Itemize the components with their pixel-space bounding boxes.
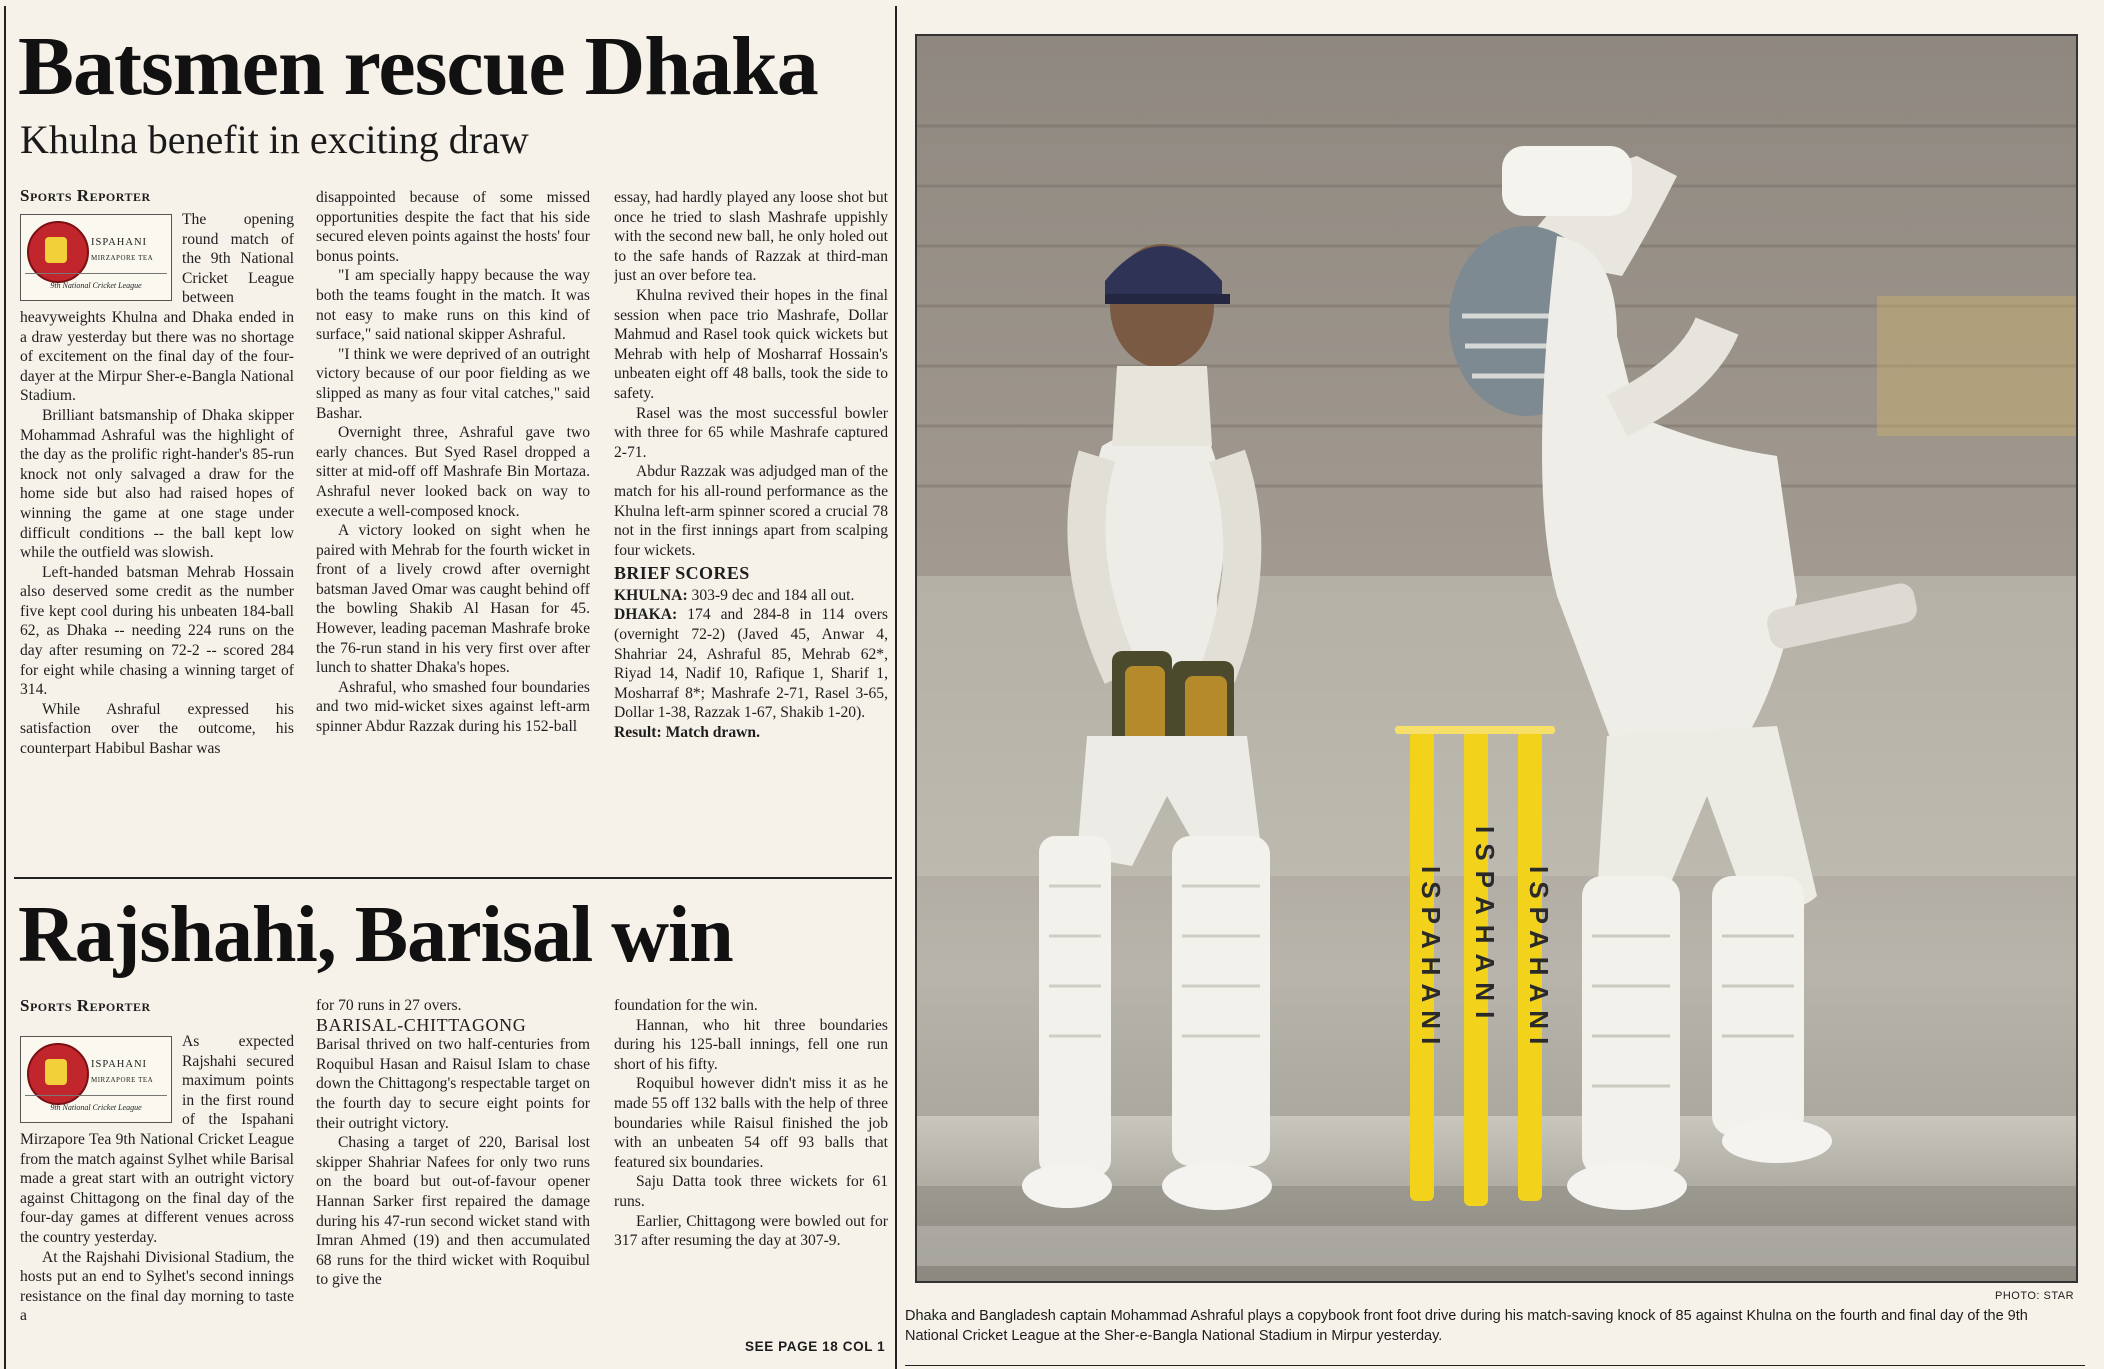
ispahani-logo [20,1036,172,1123]
batting-glove-icon [1502,146,1632,216]
story2-headline: Rajshahi, Barisal win [18,891,733,979]
logo-brand: ISPAHANI [91,1059,148,1070]
khulna-score: 303-9 dec and 184 all out. [691,586,855,604]
stumps [1395,726,1555,1206]
boundary-board [917,1226,2076,1266]
photo-credit: PHOTO: STAR [1995,1290,2075,1302]
paragraph: At the Rajshahi Divisional Stadium, the hosts put an end to Sylhet's second innings resistance on the final day morning to taste a [20,1248,294,1325]
paragraph: While Ashraful expressed his satisfaction over the outcome, his counterpart Habibul Bashar was [20,700,294,758]
paragraph: Saju Datta took three wickets for 61 runs. [614,1173,888,1210]
story1-column-2 [316,188,590,865]
paragraph: Hannan, who hit three boundaries during his 125-ball innings, fell one run short of his fifty. [614,1016,888,1073]
story-divider [14,877,892,879]
dhaka-label: DHAKA: [614,606,678,624]
paragraph: foundation for the win. [614,997,758,1014]
result-label: Result: [614,724,662,742]
logo-brand: ISPAHANI [91,237,148,248]
paragraph: Barisal thrived on two half-centuries from Roquibul Hasan and Raisul Islam to chase down the Chittagong's respectable target on the fourth day to secure eight points for their outright victory. [316,1036,590,1132]
paragraph: Earlier, Chittagong were bowled out for 317 after resuming the day at 307-9. [614,1212,888,1250]
result-line [614,723,888,743]
paragraph: Rasel was the most successful bowler with three for 65 while Mashrafe captured 2-71. [614,404,888,461]
paragraph: A victory looked on sight when he paired with Mehrab for the fourth wicket in front of a lively crowd after overnight batsman Javed Omar was caught behind off the bowling Shakib Al Hasan for 45. However, leading paceman Mashrafe broke the 76-run stand in his very first over after lunch to shatter Dhaka's hopes. [316,522,590,677]
paragraph: "I think we were deprived of an outright victory because of our poor fielding as we slipped as many as four vital catches," said Bashar. [316,345,590,422]
cricket-photo [915,34,2078,1283]
story2-column-3 [614,996,888,1336]
stump-2-text: ISPAHANI [1470,826,1500,1029]
left-border [4,6,6,1369]
photo-caption: Dhaka and Bangladesh captain Mohammad Ashraful plays a copybook front foot drive during his match-saving knock of 85 against Khulna on the fourth and final day of the 9th National Cricket League at the Sher-e-Bangla National Stadium in Mirpur yesterday. [905,1308,2028,1344]
advertising-board [1877,296,2076,436]
paragraph: "I am specially happy because the way both the teams fought in the match. It was not easy to make runs on this kind of surface," said national skipper Ashraful. [316,267,590,344]
paragraph: for 70 runs in 27 overs. [316,997,462,1014]
paragraph: essay, had hardly played any loose shot but once he tried to slash Mashrafe uppishly with the second new ball, he only holed out to the safe hands of Razzak at third-man just an over before tea. [614,189,888,285]
story2-column-2 [316,996,590,1369]
paragraph: Ashraful, who smashed four boundaries and two mid-wicket sixes against left-arm spinner Abdur Razzak during his 152-ball [316,678,590,736]
logo-brand-sub: MIRZAPORE TEA [91,1076,154,1084]
story1-headline: Batsmen rescue Dhaka [18,20,818,113]
paragraph: disappointed because of some missed opportunities despite the fact that his side secured eleven points against the hosts' four bonus points. [316,189,590,265]
stump-1-text: ISPAHANI [1416,866,1446,1053]
cricket-photo-illustration [917,36,2076,1281]
paragraph: Brilliant batsmanship of Dhaka skipper Mohammad Ashraful was the highlight of the day as the prolific right-hander's 85-run knock not only salvaged a draw for the home side but also had raised hopes of winning the game at one stage under difficult conditions -- the ball kept low while the outfield was slowish. [20,406,294,562]
dhaka-score: 174 and 284-8 in 114 overs (overnight 72-2) (Javed 45, Anwar 4, Shahriar 24, Ashraful 85, Mehrab 62*, Riyad 14, Nadif 10, Rafique 1, Sharif 1, Mosharraf 8*; Mashrafe 2-71, Rasel 3-65, Dollar 1-38, Razzak 1-67, Shakib 1-20). [614,606,888,722]
ispahani-logo [20,214,172,301]
paragraph: The opening round match of the 9th National Cricket League between heavyweights Khulna and Dhaka ended in a draw yesterday but there was no shortage of excitement on the final day of the four-dayer at the Mirpur Sher-e-Bangla National Stadium. [20,211,294,405]
khulna-label: KHULNA: [614,586,688,604]
paragraph: Left-handed batsman Mehrab Hossain also deserved some credit as the number five kept cool during his unbeaten 184-ball 62, as Dhaka -- needing 224 runs on the day after resuming on 72-2 -- scored 284 for eight while chasing a winning target of 314. [20,563,294,699]
logo-tagline: 9th National Cricket League [25,1095,167,1118]
see-page-link[interactable]: SEE PAGE 18 COL 1 [745,1339,886,1354]
paragraph: As expected Rajshahi secured maximum points in the first round of the Ispahani Mirzapore Tea 9th National Cricket League from the match against Sylhet while Barisal made a great start with an outright victory against Chittagong on the final day of the four-day games at different venues across the country yesterday. [20,1033,294,1246]
paragraph: Chasing a target of 220, Barisal lost skipper Shahriar Nafees for only two runs on the board but out-of-favour opener Hannan Sarker first repaired the damage during his 47-run second wicket stand with Imran Ahmed (19) and then accumulated 68 runs for the third wicket with Roquibul to give the [316,1134,590,1289]
story1-column-1 [20,210,294,865]
paragraph: Khulna revived their hopes in the final session when pace trio Mashrafe, Dollar Mahmud and Rasel took quick wickets but Mehrab with help of Mosharraf Hossain's unbeaten eight off 48 balls, took the side to safety. [614,286,888,402]
batsman-pad-right [1712,876,1804,1136]
photo-bottom-rule [905,1365,2085,1366]
batsman-pad-left [1582,876,1680,1176]
story1-column-3 [614,188,888,865]
result-text: Match drawn. [665,724,760,742]
story2-column-1 [20,1032,294,1369]
paragraph: Overnight three, Ashraful gave two early chances. But Syed Rasel dropped a sitter at mid-off off Mashrafe Bin Mortaza. Ashraful never looked back on way to execute a well-composed knock. [316,424,590,520]
logo-tagline: 9th National Cricket League [25,273,167,296]
paragraph: Abdur Razzak was adjudged man of the match for his all-round performance as the Khulna left-arm spinner scored a crucial 78 not in the first innings apart from scalping four wickets. [614,463,888,559]
story2-byline: Sports Reporter [20,996,151,1015]
logo-brand-sub: MIRZAPORE TEA [91,254,154,262]
story1-subhead: Khulna benefit in exciting draw [20,117,529,162]
paragraph: Roquibul however didn't miss it as he made 55 off 132 balls with the help of three boundaries while Raisul finished the job with an unbeaten 54 off 93 balls that featured six boundaries. [614,1075,888,1171]
story1-byline: Sports Reporter [20,186,151,205]
brief-scores-heading: BRIEF SCORES [614,563,750,584]
column-divider [895,6,897,1369]
khulna-score-line [614,586,888,606]
barisal-chittagong-subhead: BARISAL-CHITTAGONG [316,1014,527,1035]
stump-3-text: ISPAHANI [1524,866,1554,1053]
dhaka-score-line [614,605,888,723]
